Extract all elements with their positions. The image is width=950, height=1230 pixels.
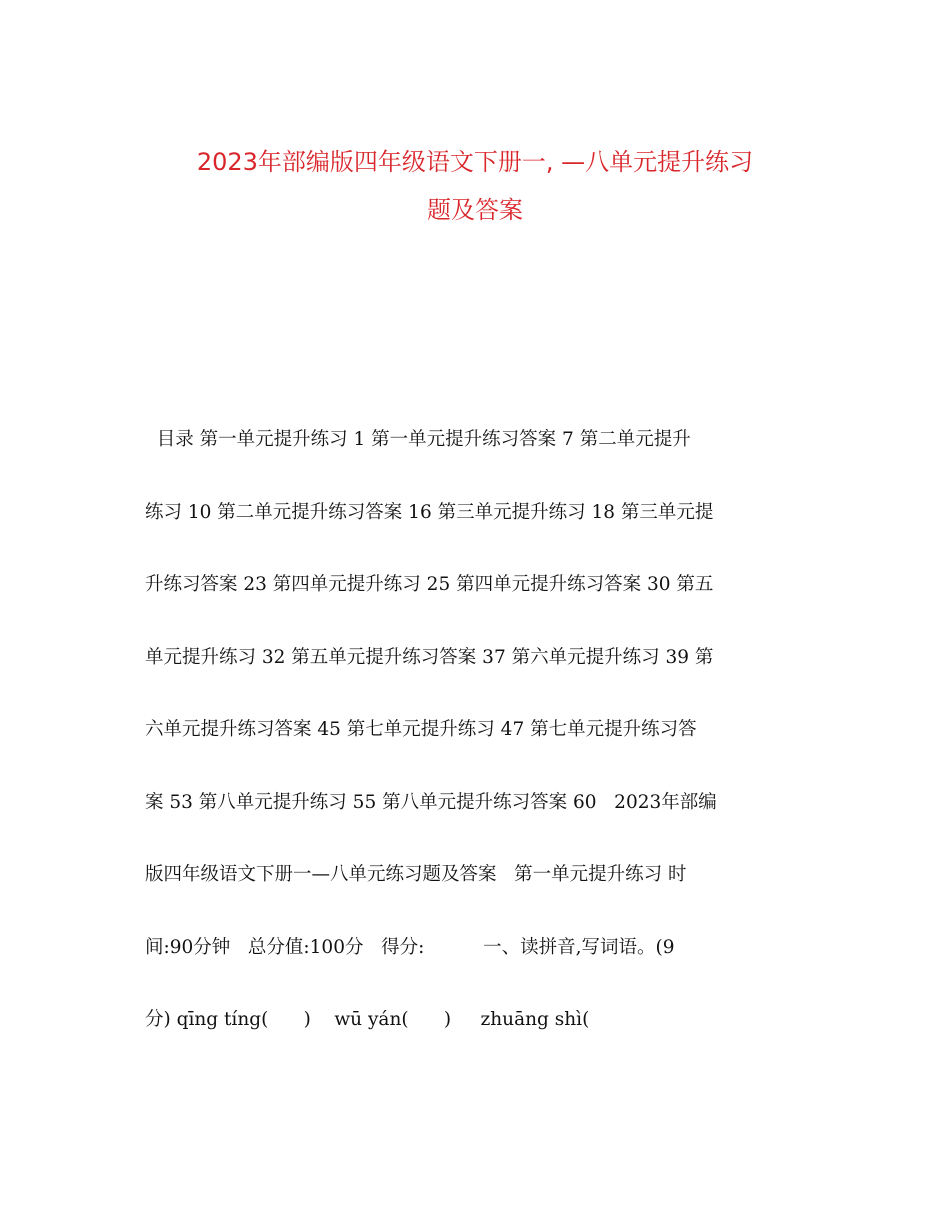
body-line-9: 分) qīng tíng( ) wū yán( ) zhuāng shì( [145, 1009, 590, 1030]
body-line-8: 间:90分钟 总分值:100分 得分: 一、读拼音,写词语。(9 [145, 936, 675, 958]
body-line-4: 单元提升练习 32 第五单元提升练习答案 37 第六单元提升练习 39 第 [145, 646, 714, 668]
body-line-1: 目录 第一单元提升练习 1 第一单元提升练习答案 7 第二单元提升 [145, 429, 691, 450]
body-line-5: 六单元提升练习答案 45 第七单元提升练习 47 第七单元提升练习答 [145, 719, 697, 740]
body-line-6: 案 53 第八单元提升练习 55 第八单元提升练习答案 60 2023年部编 [145, 791, 717, 813]
document-body [145, 420, 815, 1073]
body-line-3: 升练习答案 23 第四单元提升练习 25 第四单元提升练习答案 30 第五 [145, 574, 714, 595]
title-line-1: 2023年部编版四年级语文下册一, —八单元提升练习 [196, 148, 754, 176]
document-title [120, 138, 830, 234]
title-line-2: 题及答案 [427, 196, 523, 224]
body-line-2: 练习 10 第二单元提升练习答案 16 第三单元提升练习 18 第三单元提 [145, 501, 714, 523]
body-line-7: 版四年级语文下册一—八单元练习题及答案 第一单元提升练习 时 [145, 864, 687, 885]
